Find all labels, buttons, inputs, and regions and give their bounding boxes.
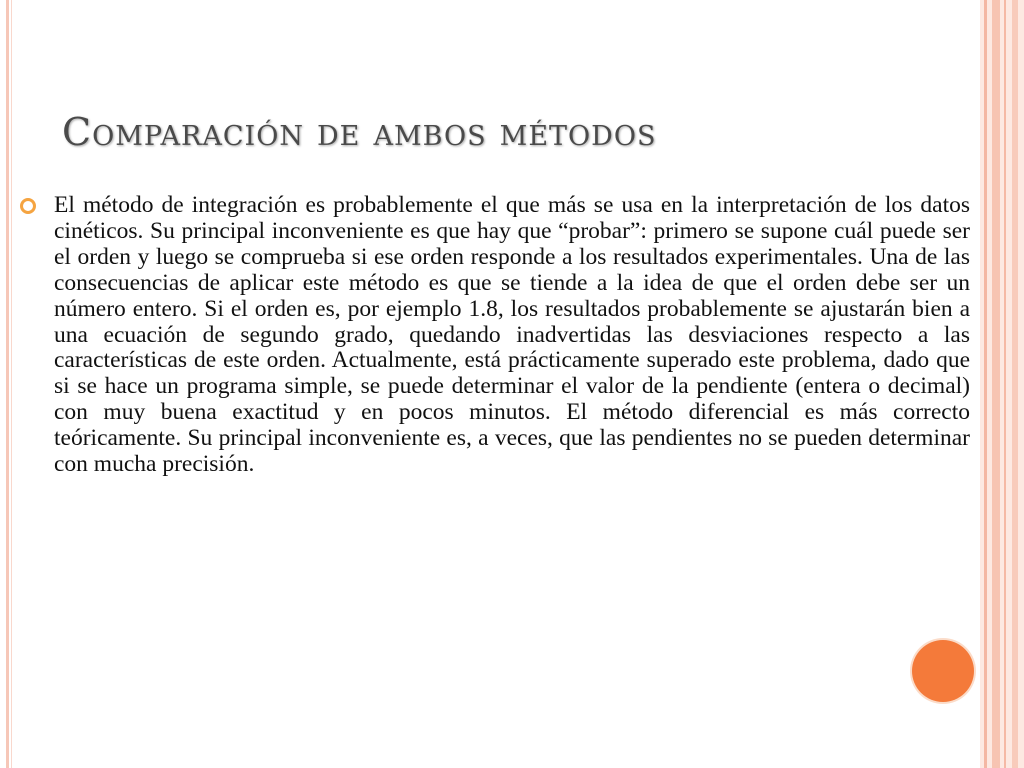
right-border-line	[1012, 0, 1018, 768]
left-border-line-thin	[11, 0, 12, 768]
decorative-circle-icon	[912, 640, 974, 702]
slide-title: Comparación de ambos métodos	[62, 110, 657, 154]
right-border-line	[1004, 0, 1006, 768]
right-border-line	[984, 0, 987, 768]
right-border-line	[992, 0, 1000, 768]
bullet-circle-icon	[20, 198, 36, 214]
left-border-line	[6, 0, 9, 768]
bullet-text: El método de integración es probablemente el que más se usa en la interpretación de los datos cinéticos. Su principal inconveniente es que hay que “probar”: primero se supone cuál puede ser el orden y luego se comprueba si ese orden responde a los resultados experimentales. Una de las consecuencias de aplicar este método es que se tiende a la idea de que el orden debe ser un número entero. Si el orden es, por ejemplo 1.8, los resultados probablemente se ajustarán bien a una ecuación de segundo grado, quedando inadvertidas las desviaciones respecto a las características de este orden. Actualmente, está prácticamente superado este problema, dado que si se hace un programa simple, se puede determinar el valor de la pendiente (entera o decimal) con muy buena exactitud y en pocos minutos. El método diferencial es más correcto teóricamente. Su principal inconveniente es, a veces, que las pendientes no se pueden determinar con mucha precisión.	[54, 192, 970, 478]
